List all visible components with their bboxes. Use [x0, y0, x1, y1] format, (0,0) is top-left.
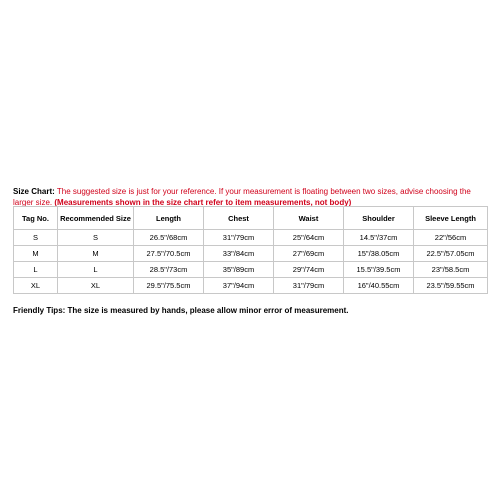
table-cell: 26.5"/68cm	[134, 230, 204, 246]
size-chart-label: Size Chart:	[13, 187, 55, 196]
table-cell: 25"/64cm	[274, 230, 344, 246]
table-cell: 23.5"/59.55cm	[414, 278, 488, 294]
table-cell: 14.5"/37cm	[344, 230, 414, 246]
table-cell: XL	[58, 278, 134, 294]
size-chart-notice	[13, 186, 489, 208]
size-advice-text: The suggested size is just for your reference. If your measurement is floating between two sizes, advise choosing the larger size.	[13, 187, 471, 207]
header-tag-no: Tag No.	[14, 207, 58, 230]
table-cell: L	[58, 262, 134, 278]
table-cell: 35"/89cm	[204, 262, 274, 278]
table-cell: 31"/79cm	[204, 230, 274, 246]
table-row	[14, 262, 488, 278]
header-waist: Waist	[274, 207, 344, 230]
table-cell: 31"/79cm	[274, 278, 344, 294]
table-cell: 27.5"/70.5cm	[134, 246, 204, 262]
table-cell: M	[14, 246, 58, 262]
table-cell: 29.5"/75.5cm	[134, 278, 204, 294]
table-cell: 28.5"/73cm	[134, 262, 204, 278]
table-row	[14, 246, 488, 262]
table-cell: S	[14, 230, 58, 246]
header-chest: Chest	[204, 207, 274, 230]
header-sleeve-length: Sleeve Length	[414, 207, 488, 230]
header-length: Length	[134, 207, 204, 230]
table-row	[14, 230, 488, 246]
table-cell: M	[58, 246, 134, 262]
table-cell: 15"/38.05cm	[344, 246, 414, 262]
table-cell: 37"/94cm	[204, 278, 274, 294]
table-cell: 27"/69cm	[274, 246, 344, 262]
table-cell: 22"/56cm	[414, 230, 488, 246]
size-chart-table	[13, 206, 488, 294]
measurement-note: (Measurements shown in the size chart refer to item measurements, not body)	[54, 198, 352, 207]
table-cell: 23"/58.5cm	[414, 262, 488, 278]
table-cell: S	[58, 230, 134, 246]
table-header-row	[14, 207, 488, 230]
table-cell: L	[14, 262, 58, 278]
table-cell: 16"/40.55cm	[344, 278, 414, 294]
friendly-tips: Friendly Tips: The size is measured by hands, please allow minor error of measurement.	[13, 306, 349, 315]
header-recommended-size: Recommended Size	[58, 207, 134, 230]
table-cell: 22.5"/57.05cm	[414, 246, 488, 262]
table-row	[14, 278, 488, 294]
table-cell: 33"/84cm	[204, 246, 274, 262]
header-shoulder: Shoulder	[344, 207, 414, 230]
table-cell: 29"/74cm	[274, 262, 344, 278]
table-cell: XL	[14, 278, 58, 294]
table-cell: 15.5"/39.5cm	[344, 262, 414, 278]
